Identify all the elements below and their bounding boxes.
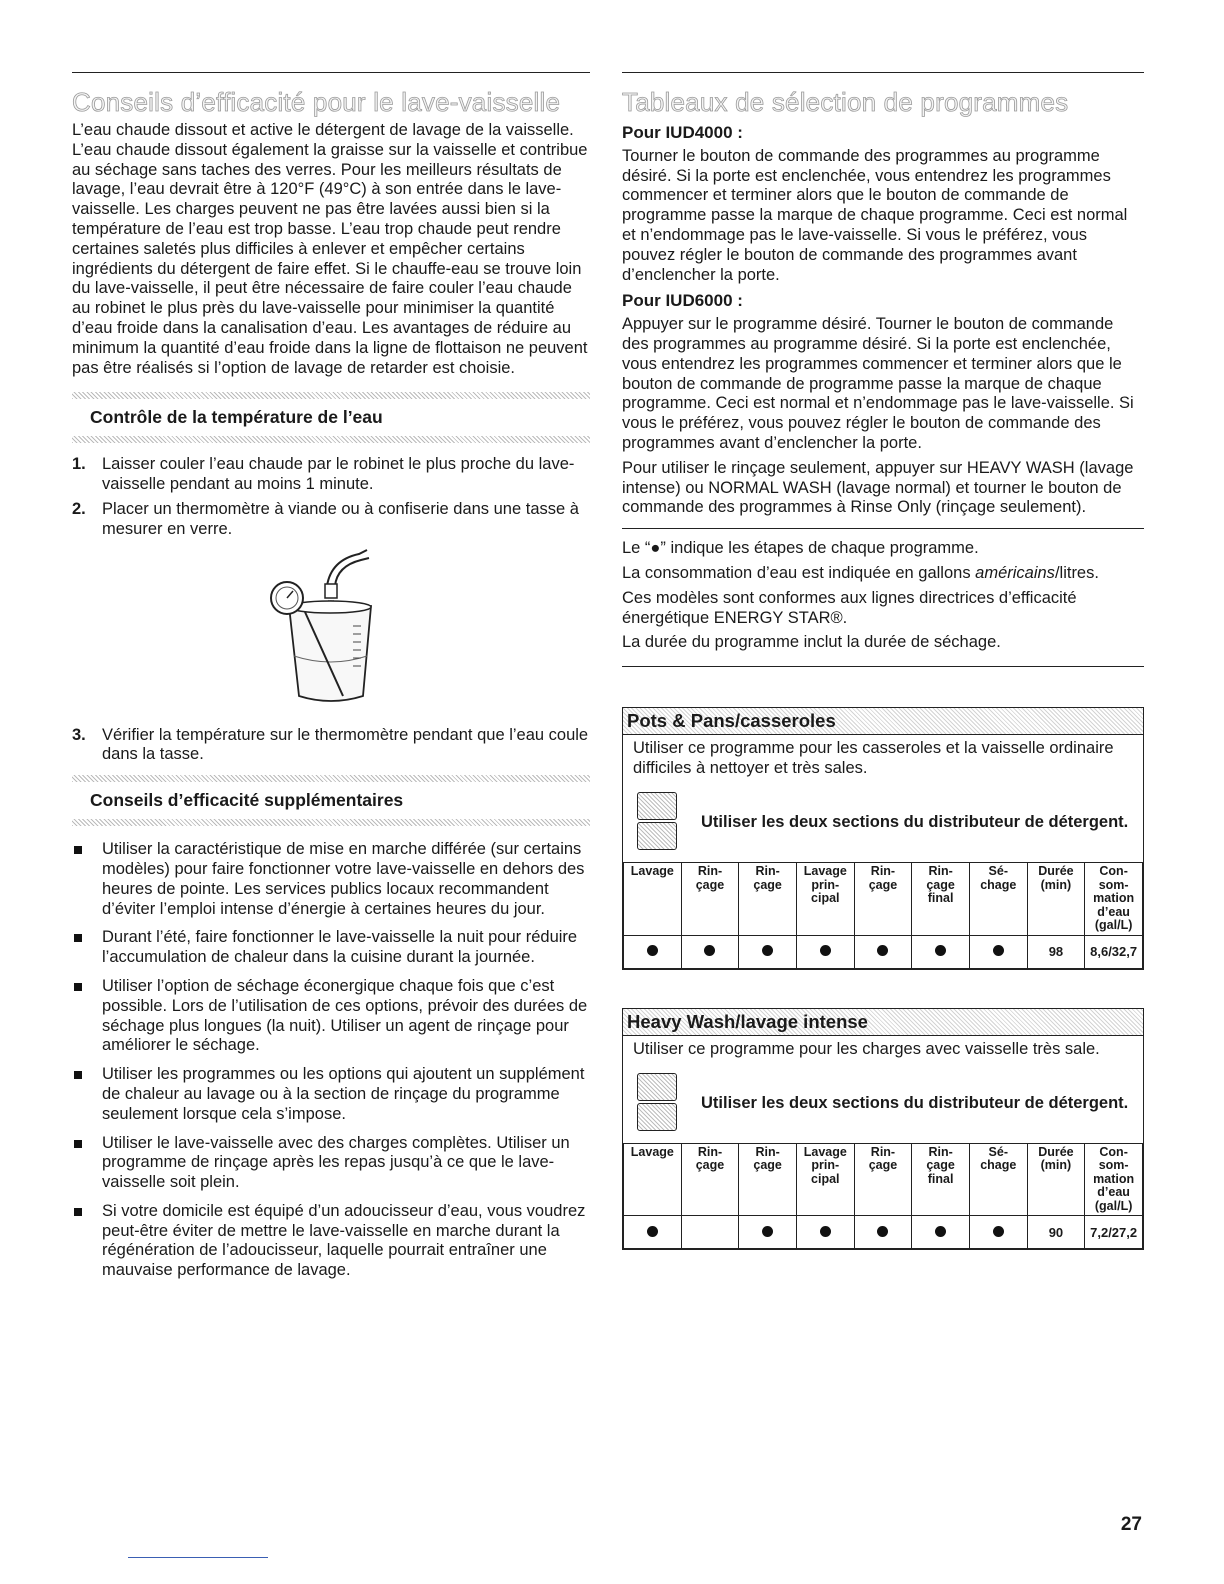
duration-cell: 98 — [1027, 935, 1085, 968]
temp-heading: Contrôle de la température de l’eau — [90, 407, 383, 428]
tip-text: Utiliser les programmes ou les options qui ajoutent un supplément de chaleur au lavage ou à la section de rinçage du programme seulement lorsque cela s’impose. — [102, 1065, 585, 1123]
program-name: Heavy Wash/lavage intense — [623, 1009, 1143, 1036]
temp-control-section — [72, 392, 590, 443]
step-dot-icon — [647, 945, 658, 956]
step-cell — [969, 935, 1027, 968]
table-notes — [622, 529, 1144, 666]
detergent-row — [623, 1067, 1143, 1143]
duration-cell: 90 — [1027, 1216, 1085, 1249]
step-item — [72, 455, 590, 495]
top-rule — [622, 72, 1144, 73]
bullet-square-icon — [72, 1202, 102, 1281]
step-cell — [912, 1216, 970, 1249]
col-header: Durée (min) — [1027, 863, 1085, 936]
program-table-pots-pans — [622, 707, 1144, 970]
step-dot-icon — [647, 1226, 658, 1237]
step-item — [72, 500, 590, 540]
col-header: Durée (min) — [1027, 1143, 1085, 1216]
shaded-bar — [72, 819, 590, 826]
note-water-a: La consommation d’eau est indiquée en gallons — [622, 563, 976, 582]
extra-tips-section — [72, 775, 590, 826]
water-cell: 7,2/27,2 — [1085, 1216, 1143, 1249]
step-text: Placer un thermomètre à viande ou à confiserie dans une tasse à mesurer en verre. — [102, 499, 579, 538]
note-water-em: américains — [975, 563, 1055, 582]
program-instructions — [622, 123, 1144, 518]
step-cell — [681, 1216, 739, 1249]
step-dot-icon — [877, 945, 888, 956]
bullet-square-icon — [72, 840, 102, 919]
step-cell — [969, 1216, 1027, 1249]
col-header: Con- som- mation d’eau (gal/L) — [1085, 1143, 1143, 1216]
step-cell — [796, 1216, 854, 1249]
shaded-bar — [72, 436, 590, 443]
list-item — [72, 928, 590, 968]
col-header: Rin- çage final — [912, 1143, 970, 1216]
detergent-dispenser-icon — [637, 1073, 677, 1133]
page-number: 27 — [1120, 1514, 1142, 1535]
table-header-row — [624, 1143, 1143, 1216]
tip-text: Utiliser l’option de séchage éconergique chaque fois que c’est possible. Lors de l’utilisation de ces options, prévoir des durées de séchage plus longues (la nuit). Utiliser un agent de rinçage pour améliorer le séchage. — [102, 976, 588, 1055]
col-header: Rin- çage — [739, 1143, 797, 1216]
step-cell — [624, 935, 682, 968]
col-header: Rin- çage — [681, 863, 739, 936]
tip-text: Utiliser la caractéristique de mise en marche différée (sur certains modèles) pour faire fonctionner votre lave-vaisselle en dehors des heures de pointe. Les services publics locaux recommandent d’éviter l’emploi intense d’énergie à certaines heures du jour. — [102, 840, 585, 918]
note-duration: La durée du programme inclut la durée de séchage. — [622, 633, 1001, 652]
iud4000-text: Tourner le bouton de commande des programmes au programme désiré. Si la porte est enclenchée, vous entendrez les programmes commencer et terminer alors que le bouton de commande de programme passe la marque de chaque programme. Ceci est normal et n’endommage pas le lave-vaisselle. Si vous le préférez, vous pouvez régler le bouton de commande des programmes avant d’enclencher la porte. — [622, 146, 1128, 284]
footer-rule — [128, 1557, 268, 1558]
tip-text: Utiliser le lave-vaisselle avec des charges complètes. Utiliser un programme de rinçage après les repas jusqu’à ce que le lave-vaisselle soit plein. — [102, 1133, 570, 1192]
note-water — [622, 564, 1144, 584]
temp-steps-list — [72, 455, 590, 539]
col-header: Sé- chage — [969, 863, 1027, 936]
top-rule — [72, 72, 590, 73]
shaded-bar — [72, 775, 590, 782]
col-header: Rin- çage — [739, 863, 797, 936]
step-cell — [739, 935, 797, 968]
step-cell — [681, 935, 739, 968]
col-header: Rin- çage — [854, 863, 912, 936]
note-energy: Ces modèles sont conformes aux lignes directrices d’efficacité énergétique ENERGY STAR®. — [622, 588, 1077, 627]
step-cell — [796, 935, 854, 968]
table-header-row — [624, 863, 1143, 936]
step-text: Vérifier la température sur le thermomètre pendant que l’eau coule dans la tasse. — [102, 725, 589, 764]
step-dot-icon — [993, 1226, 1004, 1237]
tip-text: Si votre domicile est équipé d’un adoucisseur d’eau, vous voudrez peut-être éviter de mettre le lave-vaisselle en marche durant la régénération de l’adoucisseur, laquelle pourrait entraîner une mauvaise performance de lavage. — [102, 1201, 586, 1280]
step-dot-icon — [877, 1226, 888, 1237]
bullet-square-icon — [72, 1134, 102, 1193]
intro-paragraph — [72, 121, 590, 378]
step-dot-icon — [935, 945, 946, 956]
shaded-bar — [72, 392, 590, 399]
detergent-dispenser-icon — [637, 792, 677, 852]
left-column — [72, 72, 590, 1290]
col-header: Lavage prin- cipal — [796, 863, 854, 936]
step-cell — [912, 935, 970, 968]
detergent-instruction: Utiliser les deux sections du distributeur de détergent. — [701, 1093, 1129, 1112]
program-steps-table — [623, 862, 1143, 969]
program-tables-title: Tableaux de sélection de programmes — [622, 87, 1069, 117]
iud4000-heading: Pour IUD4000 : — [622, 123, 743, 142]
step-cell — [739, 1216, 797, 1249]
col-header: Sé- chage — [969, 1143, 1027, 1216]
step-number: 1. — [72, 455, 86, 474]
step-dot-icon — [762, 1226, 773, 1237]
table-row — [624, 935, 1143, 968]
program-name: Pots & Pans/casseroles — [623, 708, 1143, 735]
water-cell: 8,6/32,7 — [1085, 935, 1143, 968]
list-item — [72, 977, 590, 1056]
detergent-instruction: Utiliser les deux sections du distributeur de détergent. — [701, 813, 1129, 832]
bullet-square-icon — [72, 977, 102, 1056]
program-description: Utiliser ce programme pour les charges avec vaisselle très sale. — [633, 1039, 1100, 1058]
step-text: Laisser couler l’eau chaude par le robinet le plus proche du lave-vaisselle pendant au moins 1 minute. — [102, 455, 575, 494]
program-table-heavy-wash — [622, 1008, 1144, 1251]
col-header: Rin- çage — [854, 1143, 912, 1216]
bullet-square-icon — [72, 928, 102, 968]
thermometer-cup-illustration — [72, 546, 590, 716]
col-header: Con- som- mation d’eau (gal/L) — [1085, 863, 1143, 936]
note-water-b: /litres. — [1054, 563, 1099, 582]
iud6000-heading: Pour IUD6000 : — [622, 291, 743, 311]
table-row — [624, 1216, 1143, 1249]
rinse-only-text: Pour utiliser le rinçage seulement, appuyer sur HEAVY WASH (lavage intense) ou NORMAL WASH (lavage normal) et tourner le bouton de commande des programmes à Rinse Only (rinçage seulement). — [622, 458, 1134, 517]
step-item — [72, 726, 590, 766]
col-header: Lavage — [624, 863, 682, 936]
step-number: 3. — [72, 725, 86, 744]
divider — [622, 666, 1144, 667]
list-item — [72, 1202, 590, 1281]
tip-text: Durant l’été, faire fonctionner le lave-vaisselle la nuit pour réduire l’accumulation de chaleur dans la cuisine durant la journée. — [102, 928, 578, 967]
step-dot-icon — [762, 945, 773, 956]
step-cell — [854, 935, 912, 968]
tips-heading: Conseils d’efficacité supplémentaires — [90, 790, 404, 811]
intro-text: L’eau chaude dissout et active le détergent de lavage de la vaisselle. L’eau chaude dissout également la graisse sur la vaisselle et contribue au séchage sans taches des verres. Pour les meilleurs résultats de lavage, l’eau devrait être à 120°F (49°C) à son entrée dans le lave-vaisselle. Les charges peuvent ne pas être lavées aussi bien si la température de l’eau est trop basse. L’eau trop chaude peut rendre certaines saletés plus difficiles à enlever et empêcher certains ingrédients du détergent de faire effet. Si le chauffe-eau se trouve loin du lave-vaisselle, il peut être nécessaire de faire couler l’eau chaude au robinet le plus près du lave-vaisselle pour minimiser la quantité d’eau froide dans la canalisation d’eau. Les avantages de réduire au minimum la quantité d’eau froide dans la ligne de flottaison ne peuvent pas être réalisés si l’option de lavage de retarder est choisie. — [72, 121, 588, 377]
iud6000-text: Appuyer sur le programme désiré. Tourner le bouton de commande des programmes au programme désiré. Si la porte est enclenchée, vous entendrez les programmes commencer et terminer alors que le bouton de commande de programme passe la marque de chaque programme. Ceci est normal et n’endommage pas le lave-vaisselle. Si vous le préférez, vous pouvez régler le bouton de commande des programmes avant d’enclencher la porte. — [622, 315, 1134, 452]
list-item — [72, 840, 590, 919]
col-header: Rin- çage — [681, 1143, 739, 1216]
thermometer-cup-icon — [231, 546, 431, 716]
step-number: 2. — [72, 499, 86, 518]
detergent-row — [623, 786, 1143, 862]
temp-steps-list-continued — [72, 726, 590, 766]
program-steps-table — [623, 1143, 1143, 1250]
col-header: Lavage — [624, 1143, 682, 1216]
program-description: Utiliser ce programme pour les casseroles et la vaisselle ordinaire difficiles à nettoyer et très sales. — [633, 739, 1114, 778]
list-item — [72, 1065, 590, 1124]
col-header: Rin- çage final — [912, 863, 970, 936]
step-cell — [854, 1216, 912, 1249]
step-dot-icon — [993, 945, 1004, 956]
note-dot: Le “●” indique les étapes de chaque programme. — [622, 539, 979, 558]
step-cell — [624, 1216, 682, 1249]
right-column — [622, 72, 1144, 1250]
step-dot-icon — [820, 945, 831, 956]
list-item — [72, 1134, 590, 1193]
tips-list — [72, 840, 590, 1281]
step-dot-icon — [704, 945, 715, 956]
step-dot-icon — [820, 1226, 831, 1237]
bullet-square-icon — [72, 1065, 102, 1124]
step-dot-icon — [935, 1226, 946, 1237]
col-header: Lavage prin- cipal — [796, 1143, 854, 1216]
efficiency-title: Conseils d’efficacité pour le lave-vaisselle — [72, 87, 561, 117]
